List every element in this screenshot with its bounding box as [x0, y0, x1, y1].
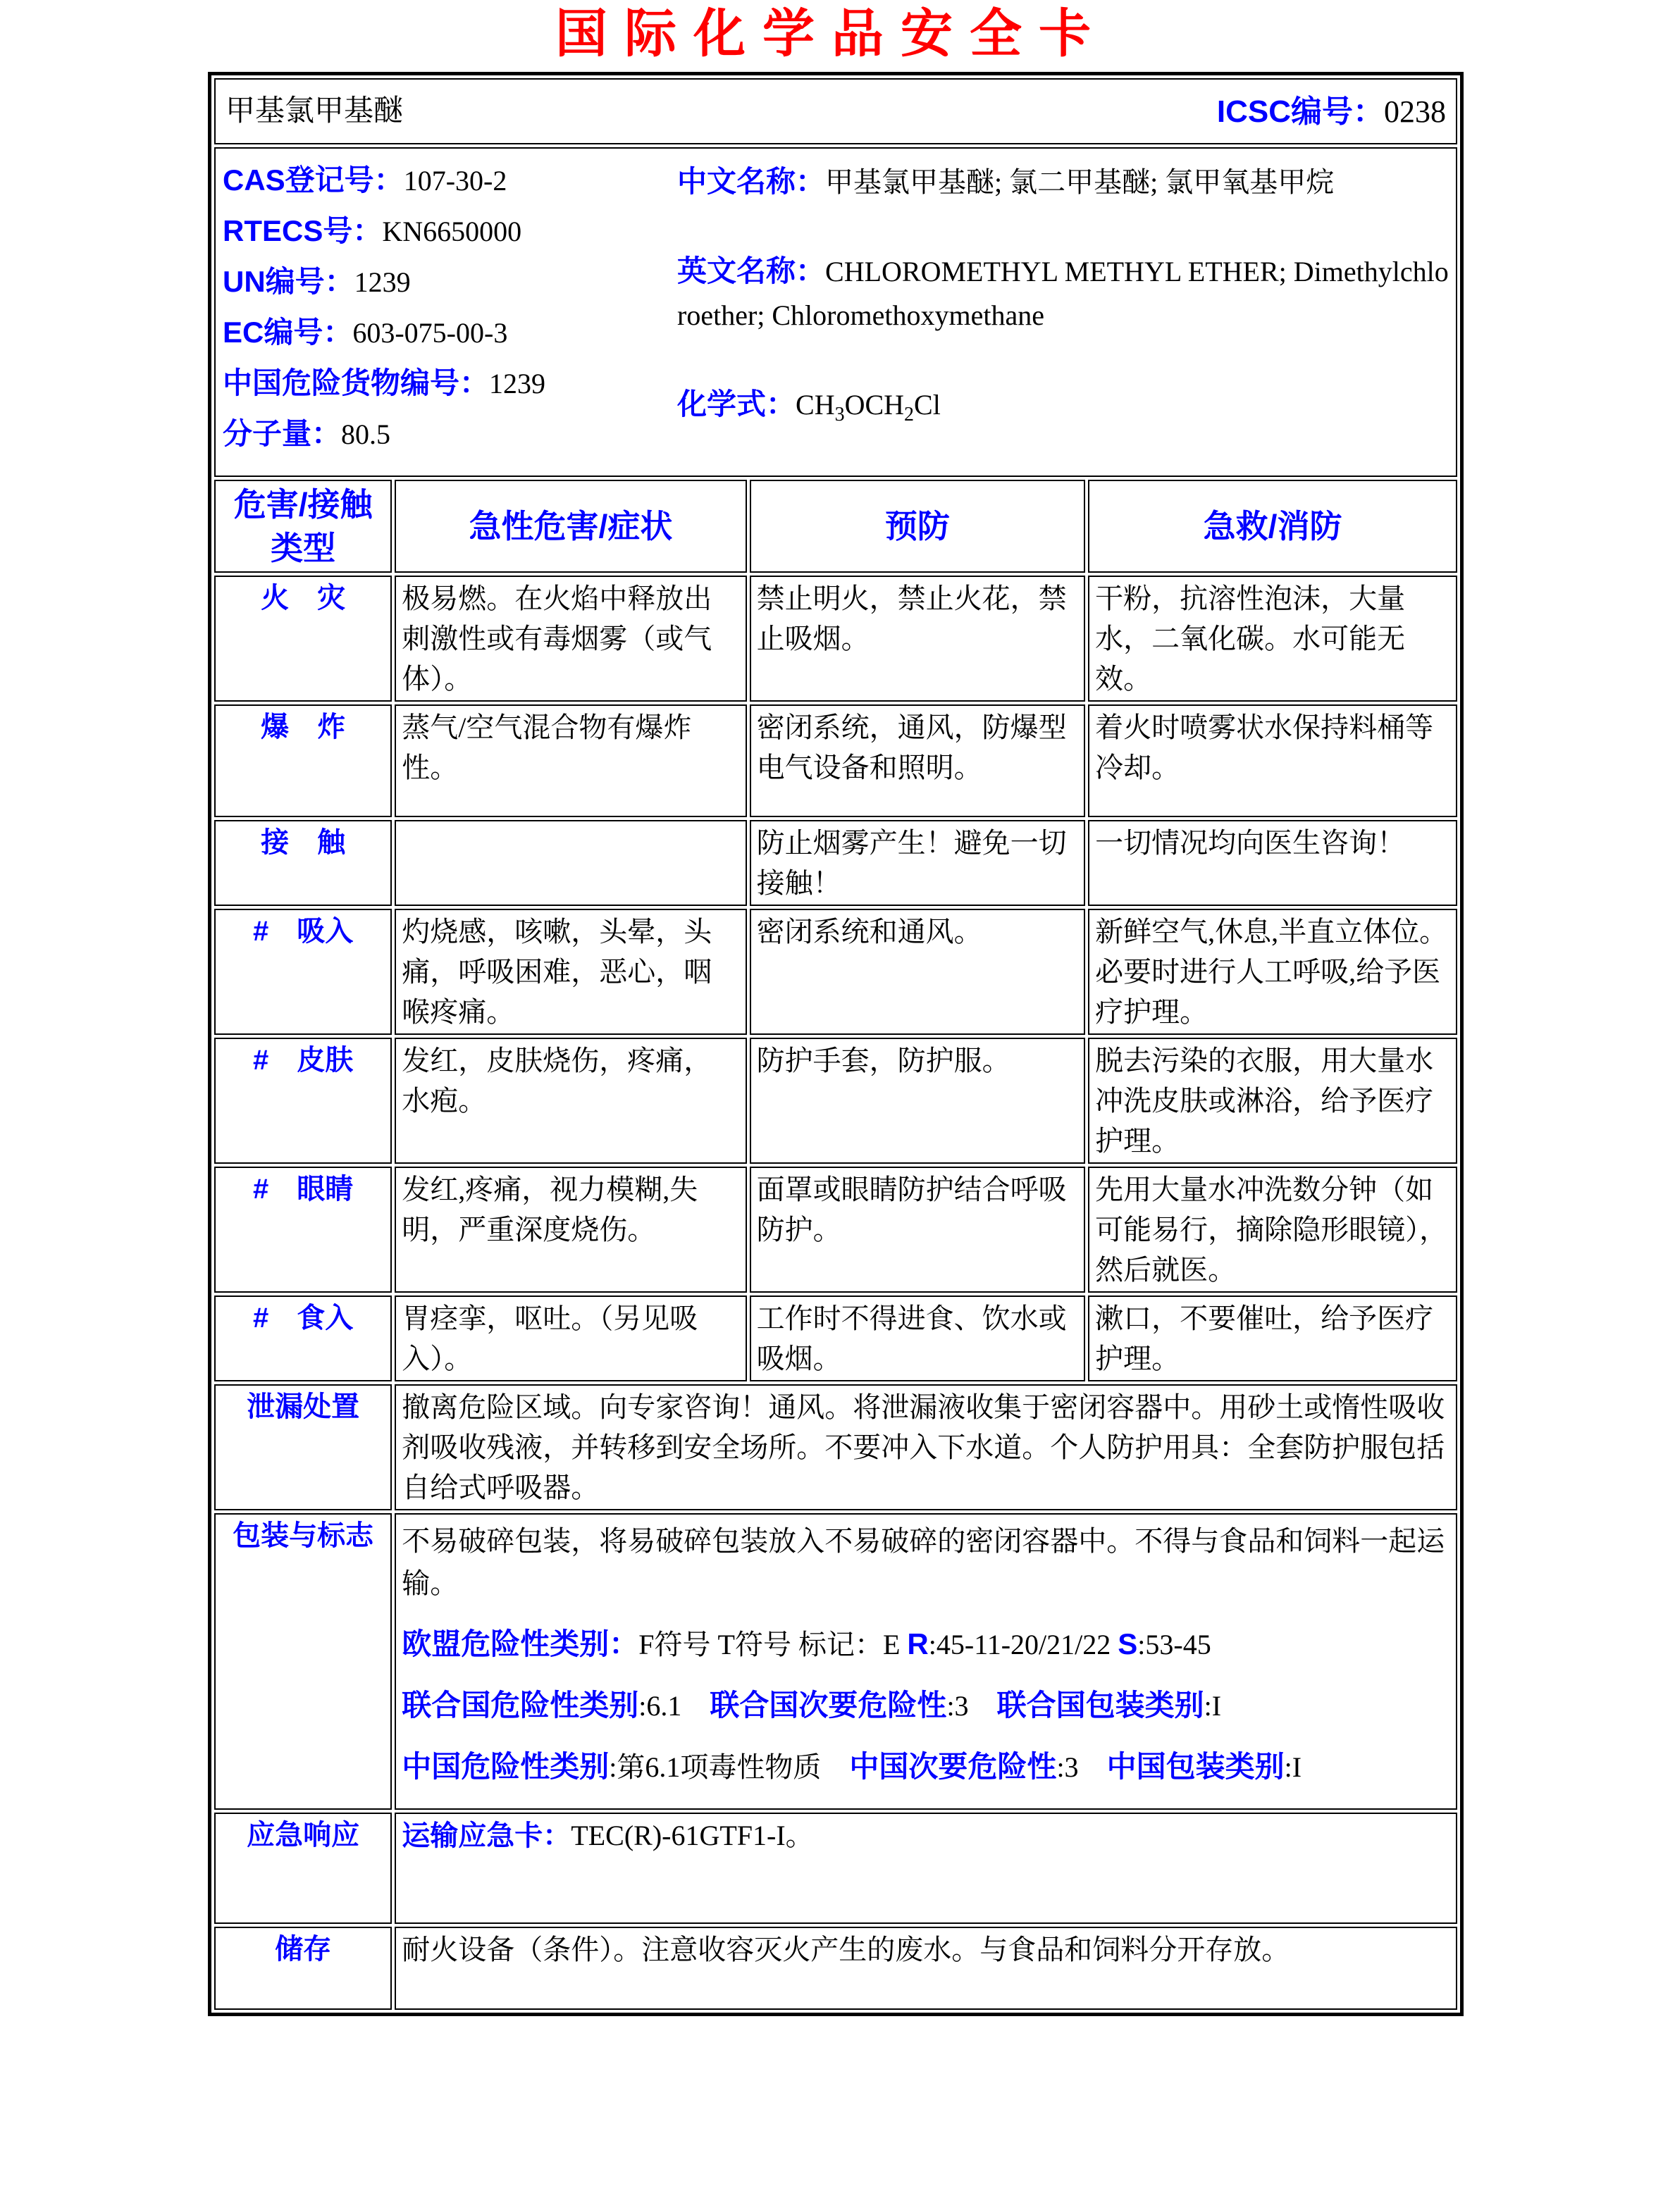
un-label: UN编号：	[223, 265, 354, 298]
chemical-formula	[677, 383, 1449, 427]
eyes-prevention-cell: 面罩或眼睛防护结合呼吸防护。	[750, 1167, 1086, 1293]
identification-row	[214, 147, 1457, 477]
skin-prevention-cell: 防护手套，防护服。	[750, 1038, 1086, 1164]
ingestion-symptoms-cell: 胃痉挛，呕吐。（另见吸入）。	[395, 1295, 746, 1381]
chinese-name	[677, 160, 1449, 204]
hazard-header-response: 急救/消防	[1088, 480, 1457, 573]
row-exposure	[214, 820, 1457, 906]
exposure-symptoms-cell	[395, 820, 746, 906]
english-name-label: 英文名称：	[677, 254, 826, 287]
row-label-skin: # 皮肤	[214, 1038, 392, 1164]
icsc-label: ICSC编号：	[1216, 94, 1384, 129]
eu-class-label: 欧盟危险性类别：	[402, 1627, 639, 1660]
fire-symptoms-cell: 极易燃。在火焰中释放出刺激性或有毒烟雾（或气体）。	[395, 576, 746, 702]
explosion-prevention-cell: 密闭系统，通风，防爆型电气设备和照明。	[750, 704, 1086, 817]
ec-label: EC编号：	[223, 316, 353, 349]
safety-card	[208, 72, 1464, 2016]
hazard-header-prevention: 预防	[750, 480, 1086, 573]
packaging-un-line: 联合国危险性类别:6.1 联合国次要危险性:3 联合国包装类别:I	[402, 1689, 1222, 1722]
skin-response-cell: 脱去污染的衣服，用大量水冲洗皮肤或淋浴，给予医疗护理。	[1088, 1038, 1457, 1164]
exposure-response-cell: 一切情况均向医生咨询！	[1088, 820, 1457, 906]
row-explosion	[214, 704, 1457, 817]
identifier-un	[223, 261, 677, 303]
row-packaging	[214, 1513, 1457, 1810]
icsc-number: 0238	[1384, 94, 1446, 129]
cn-pack-label: 中国包装类别	[1106, 1750, 1285, 1783]
fire-prevention-cell: 禁止明火，禁止火花，禁止吸烟。	[750, 576, 1086, 702]
un-value: 1239	[354, 266, 411, 298]
hazard-header-row	[214, 480, 1457, 573]
identifier-ec	[223, 312, 677, 354]
china-dg-value: 1239	[489, 368, 546, 399]
packaging-transport-text: 不易破碎包装，将易破碎包装放入不易破碎的密闭容器中。不得与食品和饲料一起运输。	[402, 1525, 1445, 1599]
un-pack-label: 联合国包装类别	[996, 1689, 1204, 1722]
row-label-explosion: 爆 炸	[214, 704, 392, 817]
eyes-response-cell: 先用大量水冲洗数分钟（如可能易行，摘除隐形眼镜），然后就医。	[1088, 1167, 1457, 1293]
explosion-response-cell: 着火时喷雾状水保持料桶等冷却。	[1088, 704, 1457, 817]
molweight-label: 分子量：	[223, 417, 342, 450]
row-spill	[214, 1384, 1457, 1510]
row-emergency	[214, 1813, 1457, 1924]
english-name-value: CHLOROMETHYL METHYL ETHER; Dimethylchloroether; Chloromethoxymethane	[677, 256, 1449, 331]
un-sub-label: 联合国次要危险性	[710, 1689, 947, 1722]
eu-s-label: S	[1118, 1627, 1138, 1660]
row-skin	[214, 1038, 1457, 1164]
identifier-list	[223, 160, 677, 464]
packaging-eu-line: 欧盟危险性类别：F符号 T符号 标记：E R:45-11-20/21/22 S:53-45	[402, 1627, 1211, 1660]
row-label-exposure: 接 触	[214, 820, 392, 906]
row-inhalation	[214, 909, 1457, 1035]
row-label-ingestion: # 食入	[214, 1295, 392, 1381]
row-label-inhalation: # 吸入	[214, 909, 392, 1035]
transport-card-value: TEC(R)-61GTF1-I。	[571, 1820, 814, 1851]
china-dg-label: 中国危险货物编号：	[223, 366, 490, 399]
cn-class-label: 中国危险性类别	[402, 1750, 610, 1783]
icsc-number-group	[1217, 92, 1446, 132]
page-title: 国际化学品安全卡	[555, 4, 1108, 63]
row-storage	[214, 1927, 1457, 2010]
cas-value: 107-30-2	[403, 165, 507, 197]
row-fire	[214, 576, 1457, 702]
packaging-cell	[395, 1513, 1457, 1810]
rtecs-label: RTECS号：	[223, 214, 383, 247]
chinese-name-label: 中文名称：	[677, 165, 826, 198]
eu-r-label: R	[907, 1627, 929, 1660]
packaging-cn-line: 中国危险性类别:第6.1项毒性物质 中国次要危险性:3 中国包装类别:I	[402, 1750, 1302, 1783]
transport-card-label: 运输应急卡：	[402, 1820, 571, 1851]
ingestion-response-cell: 漱口，不要催吐，给予医疗护理。	[1088, 1295, 1457, 1381]
emergency-cell	[395, 1813, 1457, 1924]
hazard-header-symptoms: 急性危害/症状	[395, 480, 746, 573]
hazard-header-type: 危害/接触 类型	[214, 480, 392, 573]
row-label-storage: 储存	[214, 1927, 392, 2010]
ec-value: 603-075-00-3	[352, 317, 508, 349]
row-eyes	[214, 1167, 1457, 1293]
row-label-eyes: # 眼睛	[214, 1167, 392, 1293]
ingestion-prevention-cell: 工作时不得进食、饮水或吸烟。	[750, 1295, 1086, 1381]
rtecs-value: KN6650000	[382, 216, 522, 247]
row-ingestion	[214, 1295, 1457, 1381]
fire-response-cell: 干粉，抗溶性泡沫，大量水，二氧化碳。水可能无效。	[1088, 576, 1457, 702]
identifier-cas	[223, 160, 677, 201]
card-header-row	[214, 78, 1457, 144]
cas-label: CAS登记号：	[223, 163, 404, 197]
storage-text-cell: 耐火设备（条件）。注意收容灭火产生的废水。与食品和饲料分开存放。	[395, 1927, 1457, 2010]
un-class-label: 联合国危险性类别	[402, 1689, 639, 1722]
name-block	[677, 160, 1449, 464]
identifier-molweight	[223, 414, 677, 455]
row-label-fire: 火 灾	[214, 576, 392, 702]
cn-sub-label: 中国次要危险性	[849, 1750, 1057, 1783]
explosion-symptoms-cell: 蒸气/空气混合物有爆炸性。	[395, 704, 746, 817]
chinese-name-value: 甲基氯甲基醚; 氯二甲基醚; 氯甲氧基甲烷	[825, 166, 1335, 198]
english-name	[677, 249, 1449, 337]
skin-symptoms-cell: 发红，皮肤烧伤，疼痛，水疱。	[395, 1038, 746, 1164]
row-label-packaging: 包装与标志	[214, 1513, 392, 1810]
row-label-emergency: 应急响应	[214, 1813, 392, 1924]
exposure-prevention-cell: 防止烟雾产生！避免一切接触！	[750, 820, 1086, 906]
identifier-china-dg	[223, 363, 677, 404]
inhalation-prevention-cell: 密闭系统和通风。	[750, 909, 1086, 1035]
identifier-rtecs	[223, 211, 677, 252]
spill-text-cell: 撤离危险区域。向专家咨询！通风。将泄漏液收集于密闭容器中。用砂土或惰性吸收剂吸收残液，并转移到安全场所。不要冲入下水道。个人防护用具：全套防护服包括自给式呼吸器。	[395, 1384, 1457, 1510]
molweight-value: 80.5	[341, 418, 391, 450]
inhalation-response-cell: 新鲜空气,休息,半直立体位。必要时进行人工呼吸,给予医疗护理。	[1088, 909, 1457, 1035]
row-label-spill: 泄漏处置	[214, 1384, 392, 1510]
formula-label: 化学式：	[677, 387, 796, 421]
eyes-symptoms-cell: 发红,疼痛，视力模糊,失明，严重深度烧伤。	[395, 1167, 746, 1293]
formula-value: $CH_3OCH_2Cl$	[796, 389, 941, 425]
inhalation-symptoms-cell: 灼烧感，咳嗽，头晕，头痛，呼吸困难，恶心，咽喉疼痛。	[395, 909, 746, 1035]
substance-name: 甲基氯甲基醚	[225, 94, 404, 128]
